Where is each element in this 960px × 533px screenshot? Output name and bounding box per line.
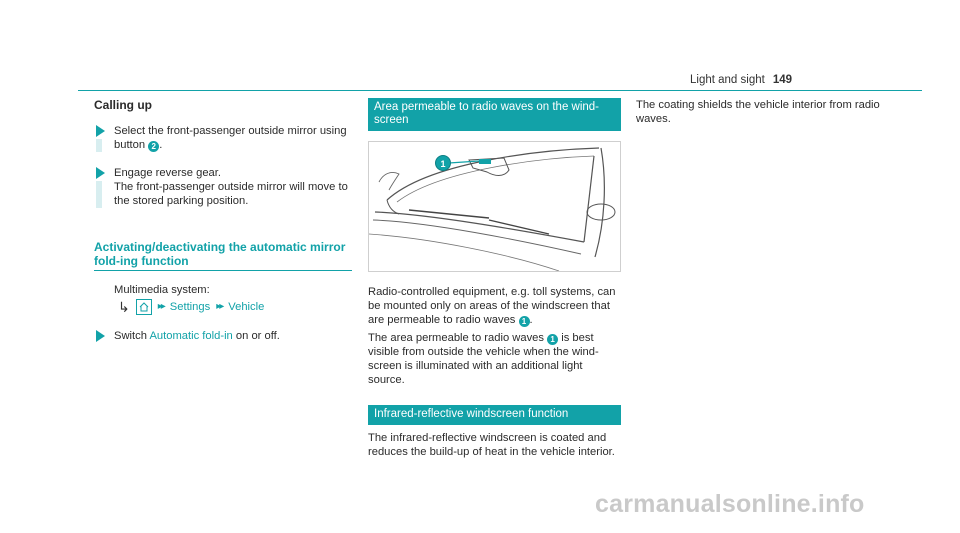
menu-settings[interactable]: Settings (169, 301, 211, 313)
step-arrow-icon (96, 125, 105, 137)
step-arrow-icon (96, 167, 105, 179)
heading-calling-up: Calling up (94, 98, 152, 112)
column-right (636, 98, 896, 130)
step-result-text: The front-passenger outside mirror will move to the stored parking position. (114, 181, 348, 207)
step-bar (96, 139, 102, 152)
para-area-visible (368, 331, 621, 387)
figure-callout-1: 1 (440, 159, 446, 169)
multimedia-block (94, 283, 352, 315)
page-header (690, 73, 792, 87)
automatic-fold-in-option[interactable]: Automatic fold-in (149, 330, 233, 342)
callout-1-badge: 1 (519, 316, 530, 327)
return-arrow-icon: ↳ (118, 299, 130, 315)
header-section: Light and sight (690, 74, 765, 86)
para-text: The area permeable to radio waves (368, 332, 544, 344)
chevron-right-icon: ▸▸ (157, 301, 164, 312)
column-left (94, 98, 352, 357)
heading-radio-area: Area permeable to radio waves on the wind-screen (368, 98, 621, 131)
page-number: 149 (772, 74, 792, 86)
para-text-end: is best visible from outside the vehicle when the wind-screen is illuminated with an additional light source. (368, 332, 599, 386)
para-coating: The coating shields the vehicle interior from radio waves. (636, 99, 880, 125)
step-select-mirror (94, 124, 352, 152)
button-2-badge: 2 (148, 141, 159, 152)
step-text: Engage reverse gear. (114, 167, 221, 179)
watermark: carmanualsonline.info (595, 490, 865, 518)
para-radio-equipment (368, 285, 621, 327)
windscreen-illustration (369, 142, 620, 271)
para-text: Radio-controlled equipment, e.g. toll systems, can be mounted only on areas of the windscreen that are permeable to radio waves (368, 286, 616, 326)
step-switch-fold-in (94, 329, 352, 343)
callout-1-badge: 1 (547, 334, 558, 345)
step-text-end: on or off. (235, 330, 280, 342)
step-text-end: . (159, 139, 163, 151)
step-text: Switch (114, 330, 147, 342)
home-icon[interactable] (136, 299, 152, 315)
windscreen-figure (368, 141, 621, 272)
step-engage-reverse (94, 166, 352, 208)
header-rule (78, 90, 922, 91)
menu-vehicle[interactable]: Vehicle (228, 301, 265, 313)
step-bar (96, 181, 102, 208)
subheading-auto-fold: Activating/deactivating the automatic mirror fold-ing function (94, 240, 352, 271)
multimedia-label: Multimedia system: (114, 284, 210, 296)
step-text: Select the front-passenger outside mirror using button (114, 125, 347, 151)
para-infrared: The infrared-reflective windscreen is coated and reduces the build-up of heat in the vehicle interior. (368, 432, 615, 458)
column-middle (368, 98, 621, 463)
menu-path (114, 299, 352, 315)
para-text-end: . (529, 314, 533, 326)
chevron-right-icon: ▸▸ (216, 301, 223, 312)
heading-infrared: Infrared-reflective windscreen function (368, 405, 621, 425)
step-arrow-icon (96, 330, 105, 342)
